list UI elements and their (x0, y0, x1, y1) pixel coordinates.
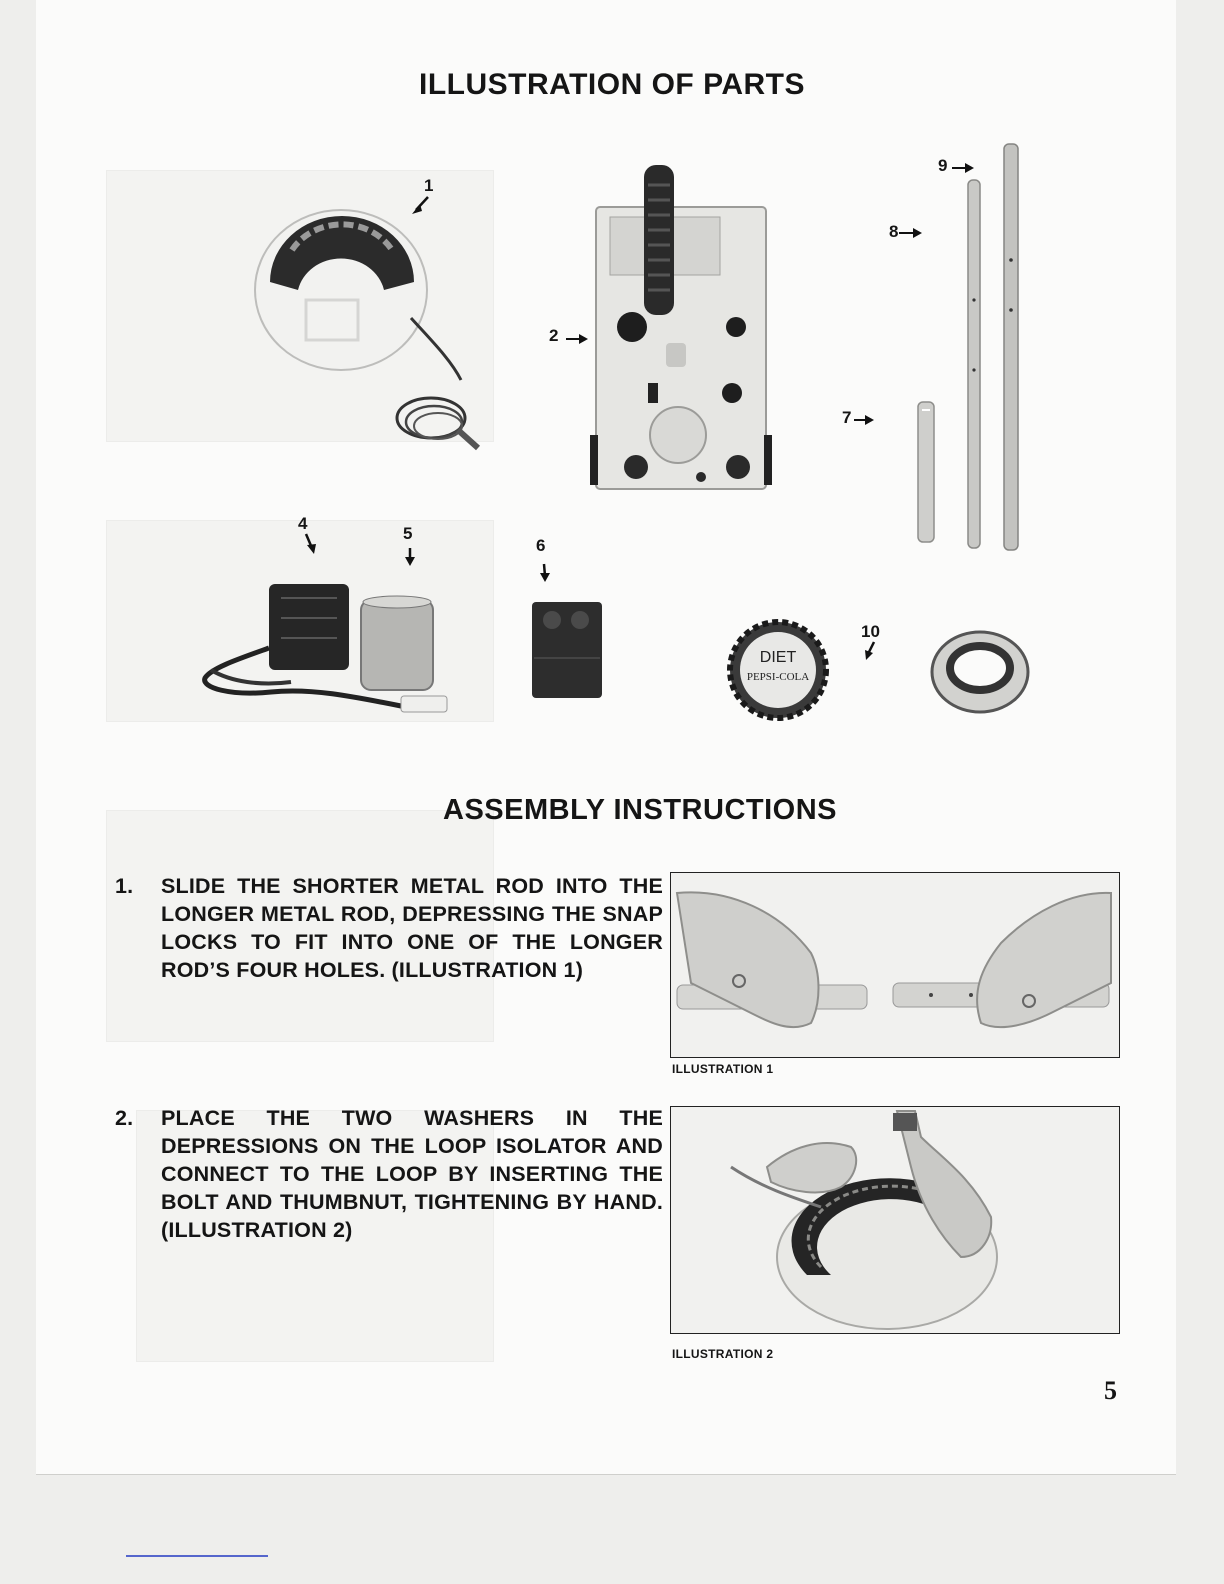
step-1-number: 1. (115, 874, 134, 898)
illustration-1-image (670, 872, 1120, 1058)
callout-10: 10 (861, 622, 880, 641)
step-1-text: SLIDE THE SHORTER METAL ROD INTO THE LONGER METAL ROD, DEPRESSING THE SNAP LOCKS TO FIT INTO ONE OF THE LONGER ROD’S FOUR HOLES. (ILLUSTRATION 1) (161, 874, 663, 982)
callout-7: 7 (842, 408, 852, 427)
step-2-text: PLACE THE TWO WASHERS IN THE DEPRESSIONS ON THE LOOP ISOLATOR AND CONNECT TO THE LOOP BY INSERTING THE BOLT AND THUMBNUT, TIGHTENING BY HAND. (ILLUSTRATION 2) (161, 1106, 663, 1242)
step-2 (115, 1104, 663, 1274)
callout-5: 5 (403, 524, 413, 543)
callout-8: 8 (889, 222, 899, 241)
cap-label-bottom: PEPSI-COLA (746, 671, 810, 683)
callout-1: 1 (424, 176, 434, 195)
callout-arrows (36, 0, 1176, 720)
callout-4: 4 (298, 514, 308, 533)
scan-edge-line (126, 1555, 268, 1557)
callout-9: 9 (938, 156, 948, 175)
page-number: 5 (1104, 1376, 1117, 1405)
illustration-2-image (670, 1106, 1120, 1334)
illustration-2-caption: ILLUSTRATION 2 (672, 1347, 774, 1361)
callout-6: 6 (536, 536, 546, 555)
cap-label-top: DIET (759, 649, 797, 666)
illustration-1-caption: ILLUSTRATION 1 (672, 1062, 774, 1076)
parts-heading: ILLUSTRATION OF PARTS (418, 68, 806, 101)
step-2-number: 2. (115, 1106, 134, 1130)
step-1 (115, 872, 663, 1022)
callout-2: 2 (549, 326, 559, 345)
assembly-heading: ASSEMBLY INSTRUCTIONS (443, 794, 837, 826)
